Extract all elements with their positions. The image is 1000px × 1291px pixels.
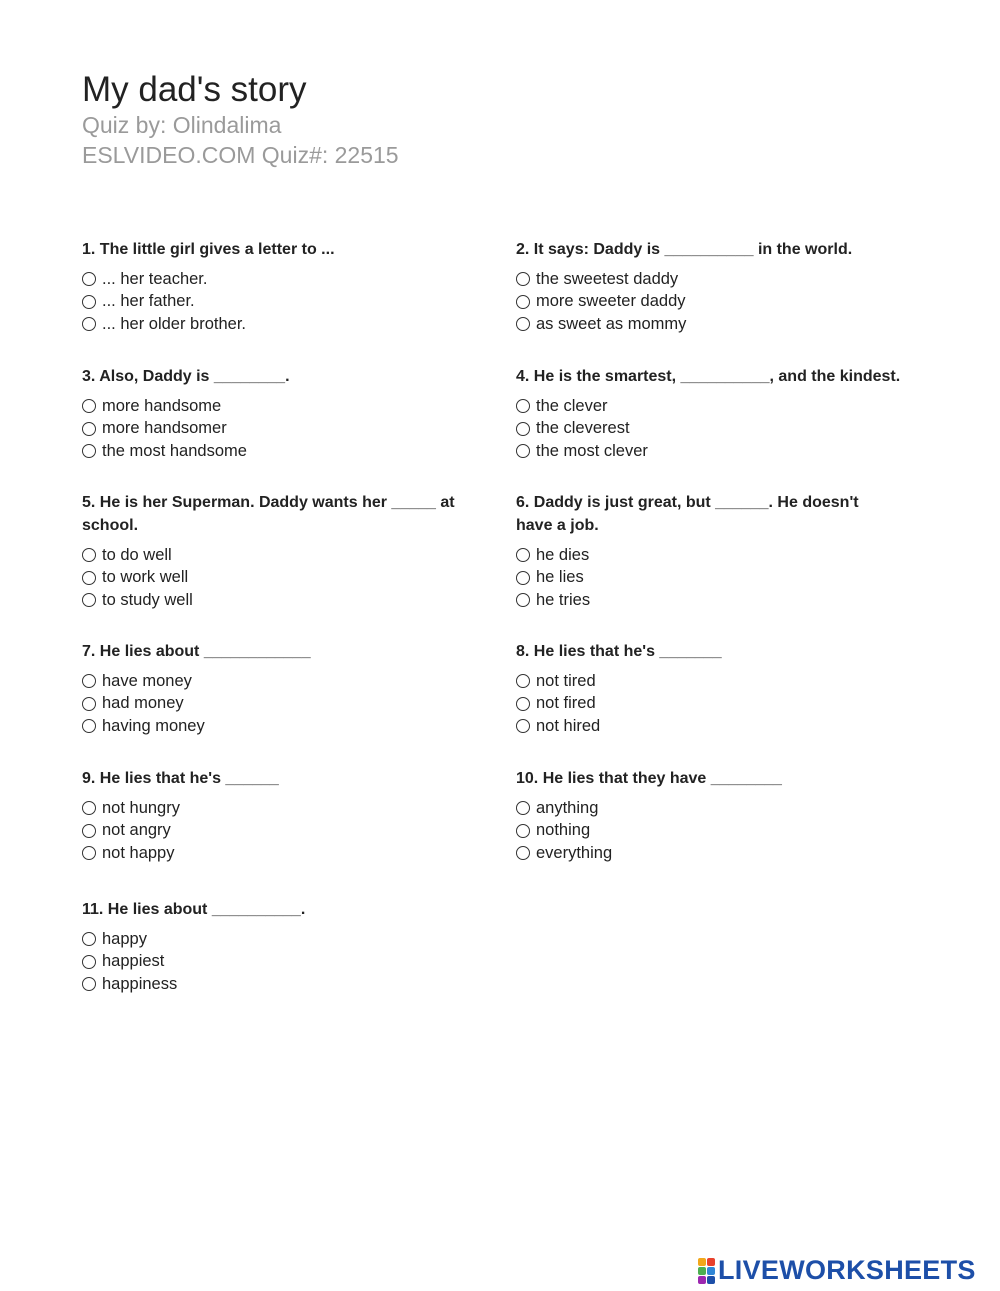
answer-option[interactable] xyxy=(516,567,886,590)
question-text: 3. Also, Daddy is ________. xyxy=(82,368,290,385)
option-label: to work well xyxy=(102,568,189,587)
radio-button-icon[interactable] xyxy=(82,846,96,860)
answer-option[interactable] xyxy=(516,589,886,612)
option-label: ... her older brother. xyxy=(102,314,246,333)
answer-option[interactable] xyxy=(82,797,472,820)
option-label: not hungry xyxy=(102,798,180,817)
radio-button-icon[interactable] xyxy=(82,272,96,286)
option-label: as sweet as mommy xyxy=(536,314,687,333)
answer-option[interactable] xyxy=(82,693,472,716)
liveworksheets-logo-icon xyxy=(698,1258,715,1284)
answer-option[interactable] xyxy=(82,395,472,418)
radio-button-icon[interactable] xyxy=(82,295,96,309)
answer-option[interactable] xyxy=(516,313,936,336)
option-label: more sweeter daddy xyxy=(536,292,686,311)
answer-option[interactable] xyxy=(516,820,936,843)
option-label: he tries xyxy=(536,590,591,609)
option-label: to do well xyxy=(102,545,172,564)
option-label: have money xyxy=(102,671,192,690)
answer-option[interactable] xyxy=(82,313,472,336)
option-label: not happy xyxy=(102,843,175,862)
radio-button-icon[interactable] xyxy=(82,697,96,711)
question-text: 10. He lies that they have ________ xyxy=(516,770,782,787)
radio-button-icon[interactable] xyxy=(516,399,530,413)
answer-option[interactable] xyxy=(82,418,472,441)
option-label: happiest xyxy=(102,952,165,971)
answer-option[interactable] xyxy=(82,928,472,951)
question-text: 6. Daddy is just great, but ______. He doesn't have a job. xyxy=(516,494,859,534)
radio-button-icon[interactable] xyxy=(82,548,96,562)
answer-option[interactable] xyxy=(516,418,936,441)
radio-button-icon[interactable] xyxy=(82,444,96,458)
answer-option[interactable] xyxy=(516,440,936,463)
answer-option[interactable] xyxy=(516,715,936,738)
answer-option[interactable] xyxy=(82,715,472,738)
option-label: he lies xyxy=(536,568,584,587)
question-2 xyxy=(516,238,936,336)
answer-option[interactable] xyxy=(516,268,936,291)
radio-button-icon[interactable] xyxy=(82,317,96,331)
answer-option[interactable] xyxy=(516,395,936,418)
radio-button-icon[interactable] xyxy=(516,548,530,562)
answer-option[interactable] xyxy=(82,951,472,974)
question-3 xyxy=(82,365,472,463)
option-label: anything xyxy=(536,798,599,817)
answer-option[interactable] xyxy=(516,842,936,865)
question-text: 7. He lies about ____________ xyxy=(82,643,311,660)
radio-button-icon[interactable] xyxy=(82,571,96,585)
radio-button-icon[interactable] xyxy=(516,719,530,733)
radio-button-icon[interactable] xyxy=(82,932,96,946)
answer-option[interactable] xyxy=(82,544,472,567)
option-label: everything xyxy=(536,843,613,862)
option-label: the clever xyxy=(536,396,608,415)
radio-button-icon[interactable] xyxy=(516,571,530,585)
radio-button-icon[interactable] xyxy=(82,593,96,607)
option-label: the sweetest daddy xyxy=(536,269,679,288)
answer-option[interactable] xyxy=(82,268,472,291)
question-text: 4. He is the smartest, __________, and the kindest. xyxy=(516,368,901,385)
option-label: not angry xyxy=(102,821,171,840)
answer-option[interactable] xyxy=(516,544,886,567)
logo-wordmark: LIVEWORKSHEETS xyxy=(718,1255,976,1285)
question-8 xyxy=(516,640,936,738)
radio-button-icon[interactable] xyxy=(516,317,530,331)
option-label: ... her father. xyxy=(102,292,195,311)
radio-button-icon[interactable] xyxy=(516,674,530,688)
question-7 xyxy=(82,640,472,738)
radio-button-icon[interactable] xyxy=(516,422,530,436)
option-label: not tired xyxy=(536,671,596,690)
worksheet-header xyxy=(82,70,399,170)
answer-option[interactable] xyxy=(82,440,472,463)
question-text: 2. It says: Daddy is __________ in the world. xyxy=(516,241,853,258)
option-label: the most clever xyxy=(536,441,648,460)
option-label: nothing xyxy=(536,821,591,840)
answer-option[interactable] xyxy=(82,567,472,590)
answer-option[interactable] xyxy=(516,797,936,820)
question-9 xyxy=(82,767,472,865)
question-text: 8. He lies that he's _______ xyxy=(516,643,722,660)
radio-button-icon[interactable] xyxy=(82,801,96,815)
question-1 xyxy=(82,238,472,336)
question-10 xyxy=(516,767,936,865)
radio-button-icon[interactable] xyxy=(82,719,96,733)
quiz-id: ESLVIDEO.COM Quiz#: 22515 xyxy=(82,142,399,168)
radio-button-icon[interactable] xyxy=(82,422,96,436)
radio-button-icon[interactable] xyxy=(516,846,530,860)
option-label: more handsomer xyxy=(102,419,227,438)
option-label: ... her teacher. xyxy=(102,269,208,288)
radio-button-icon[interactable] xyxy=(516,697,530,711)
radio-button-icon[interactable] xyxy=(516,272,530,286)
radio-button-icon[interactable] xyxy=(82,977,96,991)
answer-option[interactable] xyxy=(82,589,472,612)
option-label: the most handsome xyxy=(102,441,247,460)
option-label: to study well xyxy=(102,590,193,609)
question-6 xyxy=(516,491,886,612)
page-title: My dad's story xyxy=(82,70,307,109)
answer-option[interactable] xyxy=(82,670,472,693)
option-label: happiness xyxy=(102,974,178,993)
option-label: more handsome xyxy=(102,396,222,415)
question-4 xyxy=(516,365,936,463)
radio-button-icon[interactable] xyxy=(516,444,530,458)
question-text: 1. The little girl gives a letter to ... xyxy=(82,241,335,258)
radio-button-icon[interactable] xyxy=(516,801,530,815)
radio-button-icon[interactable] xyxy=(516,295,530,309)
radio-button-icon[interactable] xyxy=(516,824,530,838)
option-label: happy xyxy=(102,929,147,948)
answer-option[interactable] xyxy=(516,291,936,314)
radio-button-icon[interactable] xyxy=(82,399,96,413)
quiz-author: Quiz by: Olindalima xyxy=(82,112,282,138)
radio-button-icon[interactable] xyxy=(82,955,96,969)
answer-option[interactable] xyxy=(82,291,472,314)
answer-option[interactable] xyxy=(82,820,472,843)
option-label: having money xyxy=(102,716,205,735)
option-label: had money xyxy=(102,694,184,713)
question-5 xyxy=(82,491,472,612)
answer-option[interactable] xyxy=(82,842,472,865)
question-11 xyxy=(82,898,472,996)
question-text: 11. He lies about __________. xyxy=(82,901,306,918)
radio-button-icon[interactable] xyxy=(516,593,530,607)
liveworksheets-logo xyxy=(698,1255,976,1286)
question-text: 5. He is her Superman. Daddy wants her _____ at school. xyxy=(82,494,455,534)
option-label: not fired xyxy=(536,694,596,713)
option-label: not hired xyxy=(536,716,601,735)
radio-button-icon[interactable] xyxy=(82,824,96,838)
answer-option[interactable] xyxy=(516,670,936,693)
answer-option[interactable] xyxy=(516,693,936,716)
question-text: 9. He lies that he's ______ xyxy=(82,770,279,787)
option-label: he dies xyxy=(536,545,590,564)
option-label: the cleverest xyxy=(536,419,630,438)
radio-button-icon[interactable] xyxy=(82,674,96,688)
answer-option[interactable] xyxy=(82,973,472,996)
